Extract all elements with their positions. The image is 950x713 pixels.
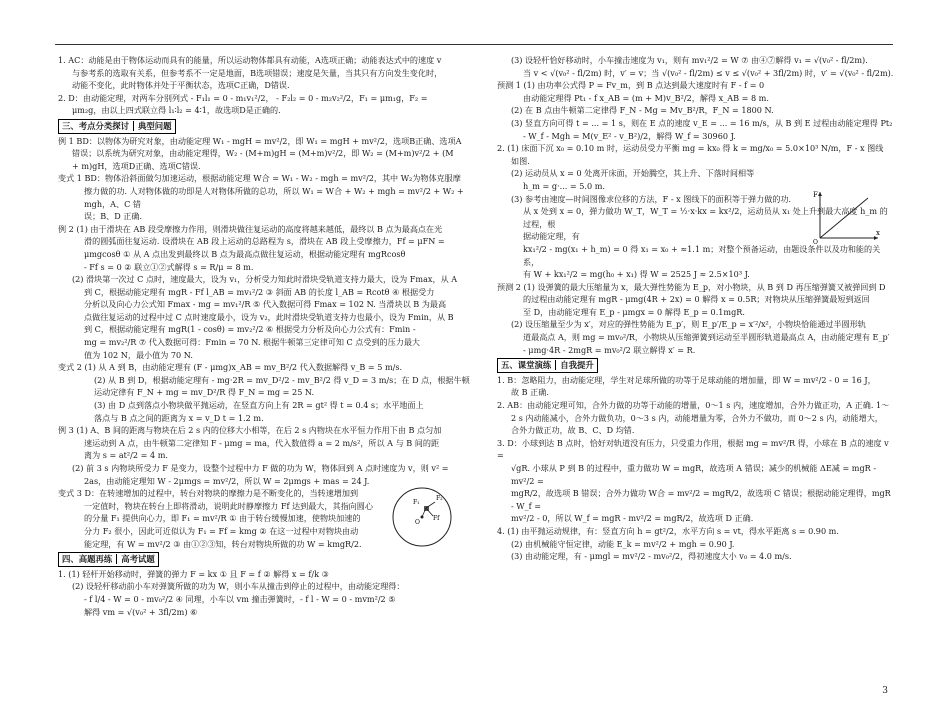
text-line: 动能不变化，此时物体并处于平衡状态，选项C正确，D错误. xyxy=(72,80,290,91)
text-line: 2as，由动能定理知 W - 2μmgs = mv²/2，所以 W = 2μmgs + mas = 24 J. xyxy=(84,475,370,486)
text-line: mgR/2，故选项 B 错误；合外力做功 W合 = mv²/2 = mgR/2，故选项 C 错误；根据动能定理得，mgR - W_f = xyxy=(511,488,891,511)
text-line: 点做往复运动的过程中过 C 点时速度最小，设为 v₂，此时滑块受轨道支持力也最小，设为 Fmin，从 B xyxy=(84,311,454,322)
text-line: 由动能定理得 Pt₁ - f x_AB = (m + M)v_B²/2，解得 x_AB = 8 m. xyxy=(523,92,769,103)
text-line: (2) 运动员从 x = 0 处离开床面，开始腾空，其上升、下落时间相等 xyxy=(511,168,755,179)
text-line: (2) 滑块第一次过 C 点时，速度最大，设为 v₁，分析受力知此时滑块受轨道支持力最大，设为 Fmax，从 A xyxy=(72,274,458,285)
text-line: 与参考系的选取有关系，但参考系不一定是地面，B选项错误；速度是矢量，当其只有方向发生变化时， xyxy=(72,67,443,78)
text-line: (3) 参考由速度—时间图像求位移的方法，F - x 图线下的面积等于弹力做的功. xyxy=(511,193,792,204)
text-line: 预测 2 (1) 设弹簧的最大压缩量为 x，最大弹性势能为 E_p，对小物块，从 B 到 D 再压缩弹簧又被弹回到 D xyxy=(497,281,886,292)
section-heading-sub: 自我提升 xyxy=(560,360,594,371)
text-line: mv²/2 - 0，所以 W_f = mgR - mv²/2 = mgR/2，故选项 D 正确. xyxy=(511,513,754,524)
text-line: 值为 102 N，最小值为 70 N. xyxy=(84,349,193,360)
header-rule xyxy=(55,44,893,45)
graph-y-label: F xyxy=(813,191,818,199)
text-line: 1. (1) 轻杆开始移动时，弹簧的弹力 F = kx ① 且 F = f ② 解得 x = f/k ③ xyxy=(58,568,329,579)
text-line: 的分量 F₁ 提供向心力，即 F₁ = mv²/R ① 由于转台缓慢加速，使物块加速的 xyxy=(84,513,361,524)
text-line: 1. AC：动能是由于物体运动而具有的能量，所以运动物体都具有动能，A选项正确；动能表达式中的速度 v xyxy=(58,55,442,65)
text-line: h_m = g·... = 5.0 m. xyxy=(523,180,605,191)
page-number: 3 xyxy=(882,686,888,696)
text-line: + m)gH，选项D正确、选项C错误. xyxy=(72,160,201,171)
text-line: 3. D：小球到达 B 点时，恰好对轨道没有压力，只受重力作用，根据 mg = mv²/R 得，小球在 B 点的速度 v = xyxy=(497,437,889,461)
text-line: (2) 从 B 到 D，根据动能定理有 - mg·2R = mv_D²/2 - mv_B²/2 得 v_D = 3 m/s；在 D 点，根据牛顿 xyxy=(94,374,470,385)
text-line: (2) 设压缩量至少为 x′，对应的弹性势能为 E_p′，则 E_p′/E_p = x′²/x²，小物块恰能通过半圆形轨 xyxy=(511,319,866,330)
text-line: (2) 设轻杆移动前小车对弹簧所做的功为 W，则小车从撞击到停止的过程中，由动能定理得： xyxy=(72,581,405,592)
text-line: 分力 F₂ 很小，因此可近似认为 F₁ = Ff = kmg ② 在这一过程中对物块由动 xyxy=(84,525,359,536)
text-line: 当 v < √(v₀² - fl/2m) 时，v′ = v；当 √(v₀² - fl/2m) ≤ v ≤ √(v₀² + 3fl/2m) 时，v′ = √(v₀² - fl/2m). xyxy=(523,67,894,78)
text-line: 2 s 内动能减小，合外力做负功，0～3 s 内，动能增量为零，合外力不做功，而 0～2 s 内，动能增大， xyxy=(511,412,883,423)
label-f2: F₂ xyxy=(436,495,443,502)
section-heading-main: 四、高题再练 xyxy=(62,554,117,564)
text-line: 落点与 B 点之间的距离为 x = v_D t = 1.2 m. xyxy=(94,412,264,423)
text-line: kx₁²/2 - mg(x₁ + h_m) = 0 得 x₁ = x₀ + ≈1.1 m；对整个预备运动，由题设条件以及功和能的关系， xyxy=(523,243,881,267)
text-line: 到 C，根据动能定理有 mgR - Ff l_AB = mv₁²/2 ③ 斜面 AB 的长度 l_AB = Rcotθ ④ 根据受力 xyxy=(84,286,435,297)
text-line: 2. D：由动能定理，对两车分别列式 - F₁l₁ = 0 - m₁v₁²/2， - F₂l₂ = 0 - m₂v₂²/2，F₁ = μm₁g，F₂ = xyxy=(58,92,428,103)
text-line: 故 B 正确. xyxy=(511,387,549,398)
text-line: 2. (1) 床面下沉 x₀ = 0.10 m 时，运动员受力平衡 mg = kx₀ 得 k = mg/x₀ = 5.0×10³ N/m，F - x 图线 xyxy=(497,143,884,154)
label-f1: F₁ xyxy=(413,499,420,506)
section-heading xyxy=(497,358,598,373)
text-line: 解得 vm = √(v₀² + 3fl/2m) ⑥ xyxy=(84,606,198,617)
text-line: 的过程由动能定理有 mgR - μmg(4R + 2x) = 0 解得 x = 0.5R；对物块从压缩弹簧最短到返回 xyxy=(523,294,870,305)
label-ff: Ff xyxy=(433,515,440,522)
text-line: μm₂g，由以上四式联立得 l₁∶l₂ = 4∶1，故选项D是正确的. xyxy=(72,105,281,116)
text-line: 一定值时，物块在转台上即将滑动，说明此时静摩擦力 Ff 达到最大，其指向圆心 xyxy=(84,500,373,511)
text-line: (3) 由 D 点到落点小物块做平抛运动，在竖直方向上有 2R = gt² 得 t = 0.4 s；水平地面上 xyxy=(94,400,424,411)
section-heading-main: 五、课堂演练 xyxy=(501,360,556,370)
section-heading xyxy=(58,119,176,134)
text-line: 速运动到 A 点，由牛顿第二定律知 F - μmg = ma，代入数值得 a = 2 m/s²，所以 A 与 B 间的距 xyxy=(84,437,440,448)
text-line: 擦力做的功. 人对物体做的功即是人对物体所做的总功，所以 W₁ = W合 + W₂ + mgh = mv²/2 + W₂ + mgh，A、C 错 xyxy=(84,185,464,209)
text-line: - f l/4 - W = 0 - mv₀²/2 ④ 同理，小车以 vm 撞击弹簧时，- f l - W = 0 - mvm²/2 ⑤ xyxy=(84,593,396,604)
text-line: - W_f - Mgh = M(v_E² - v_B²)/2，解得 W_f = 30960 J. xyxy=(523,130,736,141)
text-line: 如图. xyxy=(511,155,530,166)
text-line: 变式 2 (1) 从 A 到 B，由动能定理有 (F - μmg)x_AB = mv_B²/2 代入数据解得 v_B = 5 m/s. xyxy=(58,362,403,373)
text-line: 变式 3 D：在转速增加的过程中，转台对物块的摩擦力是不断变化的，当转速增加到 xyxy=(58,488,359,499)
text-line: 4. (1) 由平抛运动规律，有：竖直方向 h = gt²/2，水平方向 s = vt，得水平距离 s = 0.90 m. xyxy=(497,525,839,536)
text-line: 误；B、D 正确. xyxy=(84,211,143,222)
text-line: (3) 设轻杆恰好移动时，小车撞击速度为 v₁，则有 mv₁²/2 = W ⑦ 由④⑦解得 v₁ = √(v₀² - fl/2m). xyxy=(511,55,868,65)
text-line: 从 x 处到 x = 0，弹力做功 W_T，W_T = ½·x·kx = kx²/2，运动员从 x₁ 处上升到最大高度 h_m 的过程，根 xyxy=(523,206,888,229)
text-line: 变式 1 BD：物体沿斜面做匀加速运动，根据动能定理 W合 = W₁ - W₂ - mgh = mv²/2，其中 W₂为物体克服摩 xyxy=(58,173,461,184)
text-line: (3) 竖直方向可得 t = ... = 1 s，则在 E 点的速度 v_E = ... = 16 m/s，从 B 到 E 过程由动能定理得 Pt₂ xyxy=(511,117,893,128)
text-line: 离为 s = at²/2 = 4 m. xyxy=(84,450,168,461)
text-line: 分析以及向心力公式知 Fmax - mg = mv₁²/R ⑤ 代入数据可得 Fmax = 102 N. 当滑块以 B 为最高 xyxy=(84,299,447,310)
section-heading-main: 三、考点分类探讨 xyxy=(62,121,134,131)
text-line: 据动能定理，有 xyxy=(523,231,580,242)
text-line: mg = mv₂²/R ⑦ 代入数据可得：Fmin = 70 N. 根据牛顿第三定律可知 C 点受到的压力最大 xyxy=(84,337,421,348)
text-line: 道最高点 A，则 mg = mv₀²/R，小物块从压缩弹簧到运动至半圆形轨道最高点 A，由动能定理有 E_p′ xyxy=(523,332,890,343)
graph-x-label: x xyxy=(876,229,880,237)
text-line: (2) 在 B 点由牛顿第二定律得 F_N - Mg = Mv_B²/R，F_N = 1800 N. xyxy=(511,105,774,116)
text-line: - μmg·4R - 2mgR = mv₀²/2 联立解得 x′ = R. xyxy=(523,344,696,355)
turntable-diagram xyxy=(391,486,453,548)
text-line: (3) 由动能定理，有 - μmgl = mv²/2 - mv₀²/2，得初速度大小 v₀ = 4.0 m/s. xyxy=(511,551,792,562)
right-column xyxy=(497,54,895,563)
text-line: - Ff s = 0 ② 联立①②式解得 s = R/μ = 8 m. xyxy=(84,261,254,272)
section-heading xyxy=(58,552,159,567)
graph-line xyxy=(820,198,868,238)
text-line: (2) 前 3 s 内物块所受力 F 是变力，设整个过程中力 F 做的功为 W，物体回到 A 点时速度为 v，则 v² = xyxy=(72,463,449,473)
text-line: 例 1 BD：以物体为研究对象，由动能定理 W₁ - mgH = mv²/2，即 W₁ = mgH + mv²/2，选项B正确、选项A xyxy=(58,135,462,146)
force-displacement-graph xyxy=(812,188,882,244)
text-line: 例 2 (1) 由于滑块在 AB 段受摩擦力作用，则滑块做往复运动的高度将越来越低，最终以 B 点为最高点在光 xyxy=(58,223,443,234)
text-line: 错误；以系统为研究对象，由动能定理得，W₂ - (M+m)gH = (M+m)v²/2，即 W₂ = (M+m)v²/2 + (M xyxy=(72,148,454,159)
graph-origin-label: O xyxy=(813,239,818,244)
section-heading-sub: 典型问题 xyxy=(138,120,172,131)
text-line: 有 W + kx₁²/2 = mg(h₀ + x₁) 得 W = 2525 J ≈ 2.5×10³ J. xyxy=(523,269,750,280)
text-line: 运动定律有 F_N + mg = mv_D²/R 得 F_N = mg = 25 N. xyxy=(94,387,315,398)
text-line: 2. AB：由动能定理可知，合外力做的功等于动能的增量，0～1 s 内，速度增加，合外力做正功，A 正确. 1～ xyxy=(497,400,890,411)
text-line: 到 C，根据动能定理有 mgR(1 - cosθ) = mv₂²/2 ⑥ 根据受力分析及向心力公式有：Fmin - xyxy=(84,324,416,335)
text-line: 例 3 (1) A、B 间的距离与物块在后 2 s 内的位移大小相等，在后 2 s 内物块在水平恒力作用下由 B 点匀加 xyxy=(58,425,442,436)
text-line: 合外力做正功，故 B、C、D 均错. xyxy=(511,425,635,436)
text-line: 预测 1 (1) 由功率公式得 P = Fv_m，到 B 点达到最大速度时有 F - f = 0 xyxy=(497,80,765,91)
text-line: 1. B：忽略阻力，由动能定理，学生对足球所做的功等于足球动能的增加量，即 W = mv²/2 - 0 = 16 J， xyxy=(497,374,876,385)
text-line: 能定理，有 W = mv²/2 ③ 由①②③知，转台对物块所做的功 W = kmgR/2. xyxy=(84,538,362,549)
text-line: 至 D，由动能定理有 E_p - μmgx = 0 解得 E_p = 0.1mgR. xyxy=(523,306,745,317)
label-o: O xyxy=(415,519,420,526)
section-heading-sub: 高考试题 xyxy=(121,554,155,565)
text-line: (2) 由机械能守恒定律，动能 E_k = mv²/2 + mgh = 0.90 J. xyxy=(511,538,735,549)
text-line: 滑的圆弧面往复运动. 设滑块在 AB 段上运动的总路程为 s，滑块在 AB 段上受摩擦力，Ff = μFN = xyxy=(84,236,445,247)
text-line: μmgcosθ ① 从 A 点出发到最终以 B 点为最高点做往复运动，根据动能定理有 mgRcosθ xyxy=(84,248,406,259)
text-line: √gR. 小球从 P 到 B 的过程中，重力做功 W = mgR，故选项 A 错误；减少的机械能 ΔE减 = mgR - mv²/2 = xyxy=(511,463,877,486)
